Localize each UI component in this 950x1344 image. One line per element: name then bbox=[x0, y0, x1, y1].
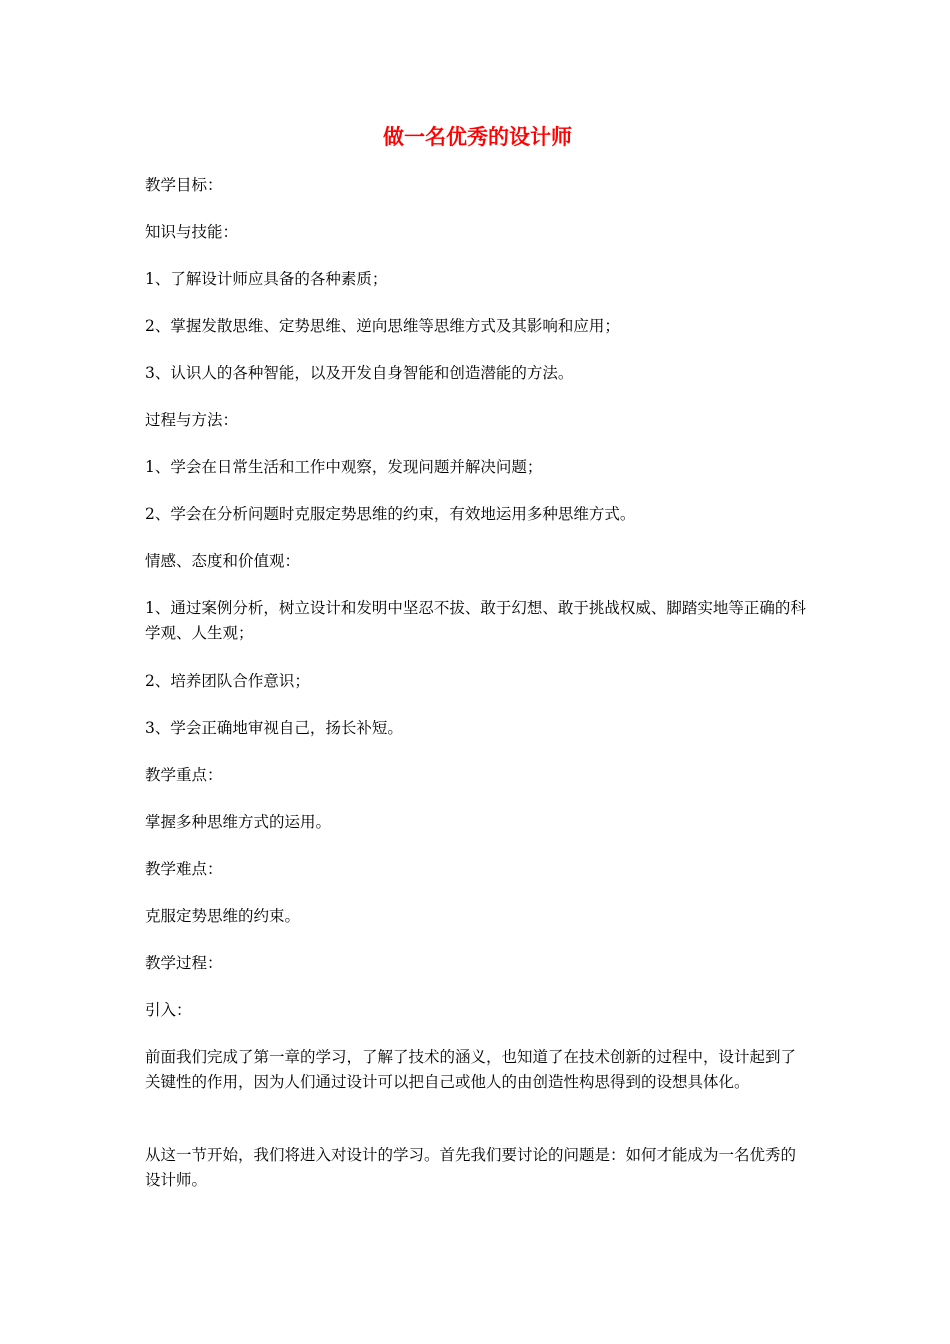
paragraph: 2、培养团队合作意识； bbox=[145, 672, 310, 690]
paragraph: 情感、态度和价值观： bbox=[145, 552, 301, 570]
paragraph: 掌握多种思维方式的运用。 bbox=[145, 813, 332, 831]
paragraph: 引入： bbox=[145, 1001, 192, 1019]
paragraph: 2、掌握发散思维、定势思维、逆向思维等思维方式及其影响和应用； bbox=[145, 317, 620, 335]
paragraph: 1、学会在日常生活和工作中观察，发现问题并解决问题； bbox=[145, 458, 543, 476]
paragraph: 知识与技能： bbox=[145, 223, 239, 241]
paragraph: 教学重点： bbox=[145, 766, 223, 784]
paragraph: 教学目标： bbox=[145, 176, 223, 194]
paragraph: 3、认识人的各种智能，以及开发自身智能和创造潜能的方法。 bbox=[145, 364, 574, 382]
paragraph: 3、学会正确地审视自己，扬长补短。 bbox=[145, 719, 403, 737]
paragraph: 克服定势思维的约束。 bbox=[145, 907, 301, 925]
paragraph: 1、了解设计师应具备的各种素质； bbox=[145, 270, 388, 288]
paragraph: 教学过程： bbox=[145, 954, 223, 972]
document-title: 做一名优秀的设计师 bbox=[383, 125, 572, 149]
paragraph: 1、通过案例分析，树立设计和发明中坚忍不拔、敢于幻想、敢于挑战权威、脚踏实地等正确的科学观、人生观； bbox=[145, 599, 806, 642]
paragraph: 从这一节开始，我们将进入对设计的学习。首先我们要讨论的问题是：如何才能成为一名优秀的设计师。 bbox=[145, 1146, 797, 1189]
paragraph: 教学难点： bbox=[145, 860, 223, 878]
paragraph: 前面我们完成了第一章的学习，了解了技术的涵义，也知道了在技术创新的过程中，设计起到了关键性的作用，因为人们通过设计可以把自己或他人的由创造性构思得到的设想具体化。 bbox=[145, 1048, 797, 1091]
paragraph: 过程与方法： bbox=[145, 411, 239, 429]
paragraph: 2、学会在分析问题时克服定势思维的约束，有效地运用多种思维方式。 bbox=[145, 505, 636, 523]
